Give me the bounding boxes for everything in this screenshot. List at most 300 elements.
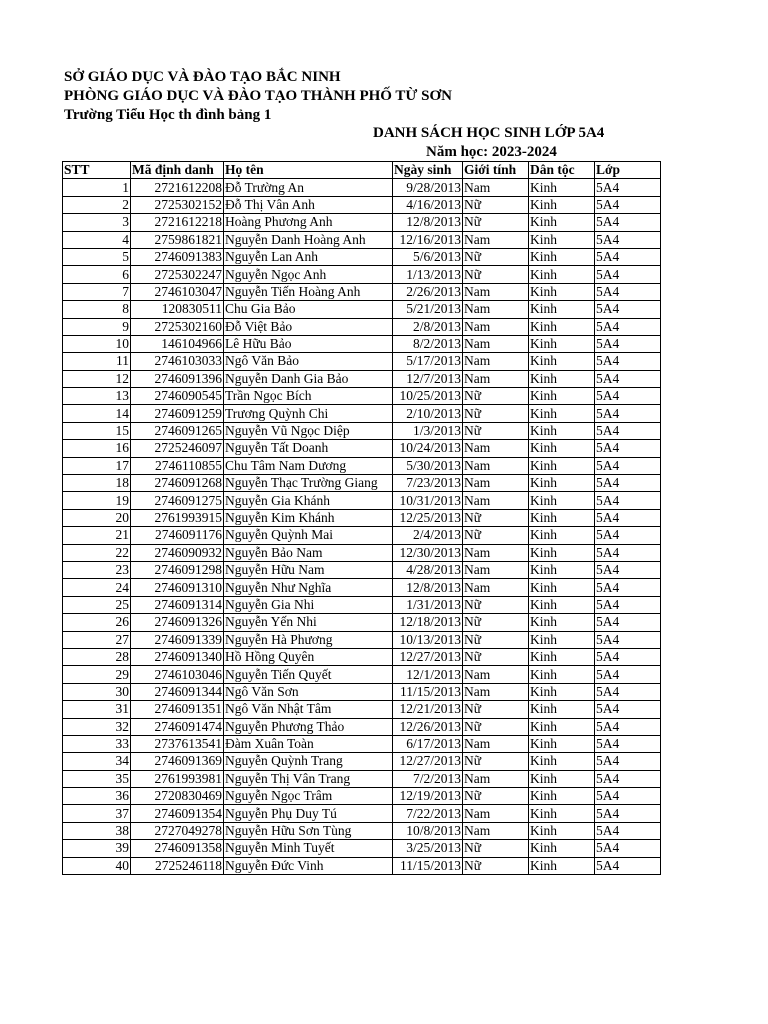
table-row	[63, 405, 661, 422]
cell-name: Nguyễn Tiến Hoàng Anh	[224, 283, 393, 300]
table-row	[63, 353, 661, 370]
cell-gender: Nữ	[463, 388, 529, 405]
table-row	[63, 527, 661, 544]
table-row	[63, 318, 661, 335]
cell-id: 2746091344	[131, 683, 224, 700]
cell-birthdate: 10/24/2013	[393, 440, 463, 457]
cell-birthdate: 3/25/2013	[393, 840, 463, 857]
cell-stt: 22	[63, 544, 131, 561]
cell-class: 5A4	[595, 753, 661, 770]
cell-gender: Nữ	[463, 701, 529, 718]
cell-id: 2725302160	[131, 318, 224, 335]
cell-name: Nguyễn Ngọc Trâm	[224, 788, 393, 805]
cell-birthdate: 10/8/2013	[393, 822, 463, 839]
cell-id: 2746110855	[131, 457, 224, 474]
cell-ethnicity: Kinh	[529, 457, 595, 474]
cell-stt: 12	[63, 370, 131, 387]
cell-stt: 13	[63, 388, 131, 405]
cell-birthdate: 7/2/2013	[393, 770, 463, 787]
cell-gender: Nữ	[463, 196, 529, 213]
cell-birthdate: 12/25/2013	[393, 509, 463, 526]
table-row	[63, 614, 661, 631]
cell-name: Nguyễn Hữu Nam	[224, 561, 393, 578]
cell-ethnicity: Kinh	[529, 631, 595, 648]
cell-ethnicity: Kinh	[529, 753, 595, 770]
table-row	[63, 544, 661, 561]
cell-ethnicity: Kinh	[529, 770, 595, 787]
cell-ethnicity: Kinh	[529, 701, 595, 718]
cell-class: 5A4	[595, 335, 661, 352]
cell-id: 2746091310	[131, 579, 224, 596]
cell-birthdate: 5/17/2013	[393, 353, 463, 370]
table-row	[63, 648, 661, 665]
cell-ethnicity: Kinh	[529, 370, 595, 387]
cell-birthdate: 5/6/2013	[393, 248, 463, 265]
table-row	[63, 248, 661, 265]
cell-gender: Nam	[463, 805, 529, 822]
cell-id: 2746091298	[131, 561, 224, 578]
table-row	[63, 266, 661, 283]
cell-class: 5A4	[595, 770, 661, 787]
cell-id: 2746103046	[131, 666, 224, 683]
table-row	[63, 457, 661, 474]
cell-gender: Nữ	[463, 718, 529, 735]
cell-gender: Nữ	[463, 527, 529, 544]
cell-id: 2746091265	[131, 422, 224, 439]
cell-gender: Nữ	[463, 857, 529, 874]
cell-id: 2759861821	[131, 231, 224, 248]
cell-ethnicity: Kinh	[529, 596, 595, 613]
table-row	[63, 631, 661, 648]
cell-class: 5A4	[595, 475, 661, 492]
cell-name: Nguyễn Gia Nhi	[224, 596, 393, 613]
table-row	[63, 718, 661, 735]
cell-id: 2746091326	[131, 614, 224, 631]
table-row	[63, 179, 661, 196]
cell-birthdate: 2/10/2013	[393, 405, 463, 422]
cell-class: 5A4	[595, 683, 661, 700]
cell-class: 5A4	[595, 422, 661, 439]
cell-class: 5A4	[595, 214, 661, 231]
cell-gender: Nam	[463, 683, 529, 700]
cell-ethnicity: Kinh	[529, 544, 595, 561]
cell-class: 5A4	[595, 405, 661, 422]
table-row	[63, 683, 661, 700]
table-body	[63, 179, 661, 875]
cell-class: 5A4	[595, 370, 661, 387]
cell-id: 2746091369	[131, 753, 224, 770]
table-row	[63, 283, 661, 300]
school-name: Trường Tiểu Học th đình bảng 1	[64, 107, 272, 123]
cell-stt: 8	[63, 301, 131, 318]
cell-name: Nguyễn Tiến Quyết	[224, 666, 393, 683]
table-row	[63, 231, 661, 248]
cell-id: 2725302247	[131, 266, 224, 283]
table-row	[63, 440, 661, 457]
cell-stt: 11	[63, 353, 131, 370]
cell-id: 2746091340	[131, 648, 224, 665]
department-header: SỞ GIÁO DỤC VÀ ĐÀO TẠO BẮC NINH	[64, 69, 341, 85]
cell-id: 2721612208	[131, 179, 224, 196]
cell-gender: Nam	[463, 666, 529, 683]
cell-name: Nguyễn Kim Khánh	[224, 509, 393, 526]
cell-stt: 5	[63, 248, 131, 265]
cell-stt: 10	[63, 335, 131, 352]
cell-ethnicity: Kinh	[529, 735, 595, 752]
cell-name: Đỗ Thị Vân Anh	[224, 196, 393, 213]
table-row	[63, 840, 661, 857]
cell-gender: Nam	[463, 475, 529, 492]
cell-ethnicity: Kinh	[529, 214, 595, 231]
cell-class: 5A4	[595, 840, 661, 857]
cell-stt: 35	[63, 770, 131, 787]
cell-name: Nguyễn Như Nghĩa	[224, 579, 393, 596]
cell-name: Nguyễn Đức Vinh	[224, 857, 393, 874]
cell-id: 2746091351	[131, 701, 224, 718]
cell-birthdate: 12/30/2013	[393, 544, 463, 561]
cell-gender: Nam	[463, 353, 529, 370]
column-header-ethnicity: Dân tộc	[529, 162, 595, 179]
cell-class: 5A4	[595, 579, 661, 596]
cell-id: 2746091383	[131, 248, 224, 265]
column-header-stt: STT	[63, 162, 131, 179]
table-row	[63, 388, 661, 405]
cell-class: 5A4	[595, 283, 661, 300]
cell-class: 5A4	[595, 631, 661, 648]
column-header-birthdate: Ngày sinh	[393, 162, 463, 179]
cell-id: 2746103033	[131, 353, 224, 370]
cell-id: 2720830469	[131, 788, 224, 805]
cell-ethnicity: Kinh	[529, 614, 595, 631]
cell-stt: 17	[63, 457, 131, 474]
cell-stt: 4	[63, 231, 131, 248]
cell-gender: Nữ	[463, 648, 529, 665]
cell-gender: Nam	[463, 561, 529, 578]
table-row	[63, 370, 661, 387]
cell-birthdate: 12/1/2013	[393, 666, 463, 683]
cell-class: 5A4	[595, 301, 661, 318]
cell-stt: 31	[63, 701, 131, 718]
cell-name: Chu Gia Bảo	[224, 301, 393, 318]
cell-name: Trương Quỳnh Chi	[224, 405, 393, 422]
cell-name: Đàm Xuân Toàn	[224, 735, 393, 752]
cell-id: 2721612218	[131, 214, 224, 231]
cell-id: 2746091354	[131, 805, 224, 822]
office-header: PHÒNG GIÁO DỤC VÀ ĐÀO TẠO THÀNH PHỐ TỪ SƠN	[64, 88, 452, 104]
cell-birthdate: 7/23/2013	[393, 475, 463, 492]
cell-class: 5A4	[595, 179, 661, 196]
cell-id: 2725302152	[131, 196, 224, 213]
cell-name: Nguyễn Bảo Nam	[224, 544, 393, 561]
cell-gender: Nữ	[463, 840, 529, 857]
cell-birthdate: 12/16/2013	[393, 231, 463, 248]
cell-ethnicity: Kinh	[529, 840, 595, 857]
table-row	[63, 475, 661, 492]
cell-class: 5A4	[595, 388, 661, 405]
cell-name: Trần Ngọc Bích	[224, 388, 393, 405]
cell-ethnicity: Kinh	[529, 318, 595, 335]
cell-stt: 40	[63, 857, 131, 874]
cell-name: Nguyễn Yến Nhi	[224, 614, 393, 631]
cell-name: Nguyễn Phụ Duy Tú	[224, 805, 393, 822]
cell-ethnicity: Kinh	[529, 179, 595, 196]
cell-name: Nguyễn Danh Gia Bảo	[224, 370, 393, 387]
cell-ethnicity: Kinh	[529, 805, 595, 822]
cell-stt: 18	[63, 475, 131, 492]
cell-stt: 30	[63, 683, 131, 700]
table-header-row	[63, 162, 661, 179]
cell-stt: 29	[63, 666, 131, 683]
school-year: Năm học: 2023-2024	[426, 144, 557, 160]
cell-ethnicity: Kinh	[529, 857, 595, 874]
cell-id: 2746091268	[131, 475, 224, 492]
table-row	[63, 857, 661, 874]
cell-stt: 28	[63, 648, 131, 665]
cell-ethnicity: Kinh	[529, 266, 595, 283]
cell-stt: 1	[63, 179, 131, 196]
cell-ethnicity: Kinh	[529, 388, 595, 405]
table-row	[63, 788, 661, 805]
cell-ethnicity: Kinh	[529, 788, 595, 805]
cell-stt: 38	[63, 822, 131, 839]
cell-ethnicity: Kinh	[529, 475, 595, 492]
cell-ethnicity: Kinh	[529, 283, 595, 300]
cell-birthdate: 10/13/2013	[393, 631, 463, 648]
cell-stt: 25	[63, 596, 131, 613]
cell-id: 146104966	[131, 335, 224, 352]
cell-birthdate: 2/4/2013	[393, 527, 463, 544]
cell-id: 2746091259	[131, 405, 224, 422]
cell-name: Đỗ Trường An	[224, 179, 393, 196]
cell-ethnicity: Kinh	[529, 492, 595, 509]
cell-stt: 14	[63, 405, 131, 422]
cell-class: 5A4	[595, 266, 661, 283]
cell-gender: Nam	[463, 544, 529, 561]
cell-class: 5A4	[595, 248, 661, 265]
cell-name: Nguyễn Tất Doanh	[224, 440, 393, 457]
cell-name: Nguyễn Vũ Ngọc Diệp	[224, 422, 393, 439]
cell-birthdate: 1/3/2013	[393, 422, 463, 439]
cell-gender: Nữ	[463, 596, 529, 613]
cell-id: 2746091339	[131, 631, 224, 648]
table-row	[63, 335, 661, 352]
cell-stt: 32	[63, 718, 131, 735]
cell-birthdate: 5/30/2013	[393, 457, 463, 474]
cell-gender: Nam	[463, 179, 529, 196]
cell-gender: Nữ	[463, 509, 529, 526]
cell-ethnicity: Kinh	[529, 405, 595, 422]
cell-id: 2746091474	[131, 718, 224, 735]
cell-name: Nguyễn Quỳnh Mai	[224, 527, 393, 544]
cell-class: 5A4	[595, 718, 661, 735]
cell-class: 5A4	[595, 318, 661, 335]
cell-birthdate: 10/25/2013	[393, 388, 463, 405]
table-row	[63, 422, 661, 439]
cell-name: Đỗ Việt Bảo	[224, 318, 393, 335]
table-row	[63, 822, 661, 839]
cell-ethnicity: Kinh	[529, 683, 595, 700]
cell-class: 5A4	[595, 492, 661, 509]
cell-stt: 23	[63, 561, 131, 578]
cell-class: 5A4	[595, 561, 661, 578]
cell-birthdate: 10/31/2013	[393, 492, 463, 509]
cell-stt: 16	[63, 440, 131, 457]
cell-class: 5A4	[595, 440, 661, 457]
cell-id: 2746103047	[131, 283, 224, 300]
cell-stt: 15	[63, 422, 131, 439]
cell-gender: Nữ	[463, 405, 529, 422]
table-row	[63, 492, 661, 509]
cell-name: Nguyễn Quỳnh Trang	[224, 753, 393, 770]
cell-class: 5A4	[595, 788, 661, 805]
student-table	[62, 161, 661, 875]
cell-stt: 37	[63, 805, 131, 822]
cell-birthdate: 9/28/2013	[393, 179, 463, 196]
cell-birthdate: 7/22/2013	[393, 805, 463, 822]
cell-birthdate: 11/15/2013	[393, 857, 463, 874]
cell-birthdate: 12/8/2013	[393, 579, 463, 596]
cell-birthdate: 1/13/2013	[393, 266, 463, 283]
cell-stt: 7	[63, 283, 131, 300]
cell-id: 2746091176	[131, 527, 224, 544]
table-row	[63, 701, 661, 718]
cell-stt: 6	[63, 266, 131, 283]
cell-class: 5A4	[595, 857, 661, 874]
cell-gender: Nữ	[463, 248, 529, 265]
cell-ethnicity: Kinh	[529, 440, 595, 457]
cell-gender: Nam	[463, 318, 529, 335]
cell-birthdate: 12/27/2013	[393, 648, 463, 665]
cell-birthdate: 4/28/2013	[393, 561, 463, 578]
cell-birthdate: 12/26/2013	[393, 718, 463, 735]
cell-gender: Nam	[463, 735, 529, 752]
cell-class: 5A4	[595, 666, 661, 683]
cell-ethnicity: Kinh	[529, 648, 595, 665]
cell-birthdate: 4/16/2013	[393, 196, 463, 213]
cell-birthdate: 12/18/2013	[393, 614, 463, 631]
cell-class: 5A4	[595, 457, 661, 474]
cell-birthdate: 12/7/2013	[393, 370, 463, 387]
table-row	[63, 770, 661, 787]
cell-class: 5A4	[595, 735, 661, 752]
cell-gender: Nam	[463, 231, 529, 248]
cell-stt: 26	[63, 614, 131, 631]
cell-ethnicity: Kinh	[529, 335, 595, 352]
column-header-name: Họ tên	[224, 162, 393, 179]
cell-gender: Nam	[463, 770, 529, 787]
table-row	[63, 196, 661, 213]
table-row	[63, 666, 661, 683]
cell-stt: 9	[63, 318, 131, 335]
cell-gender: Nữ	[463, 214, 529, 231]
cell-birthdate: 12/8/2013	[393, 214, 463, 231]
cell-gender: Nam	[463, 579, 529, 596]
table-row	[63, 561, 661, 578]
column-header-class: Lớp	[595, 162, 661, 179]
cell-gender: Nam	[463, 335, 529, 352]
cell-gender: Nam	[463, 370, 529, 387]
cell-gender: Nam	[463, 301, 529, 318]
cell-gender: Nữ	[463, 614, 529, 631]
cell-birthdate: 12/21/2013	[393, 701, 463, 718]
cell-gender: Nam	[463, 457, 529, 474]
cell-stt: 3	[63, 214, 131, 231]
cell-id: 2746091358	[131, 840, 224, 857]
cell-class: 5A4	[595, 648, 661, 665]
table-row	[63, 509, 661, 526]
cell-id: 2746091275	[131, 492, 224, 509]
cell-birthdate: 12/19/2013	[393, 788, 463, 805]
cell-name: Hoàng Phương Anh	[224, 214, 393, 231]
document-title: DANH SÁCH HỌC SINH LỚP 5A4	[373, 125, 605, 141]
cell-gender: Nam	[463, 283, 529, 300]
cell-birthdate: 2/8/2013	[393, 318, 463, 335]
cell-ethnicity: Kinh	[529, 248, 595, 265]
cell-id: 2746091314	[131, 596, 224, 613]
table-row	[63, 214, 661, 231]
cell-gender: Nữ	[463, 422, 529, 439]
cell-gender: Nữ	[463, 753, 529, 770]
table-row	[63, 805, 661, 822]
cell-ethnicity: Kinh	[529, 822, 595, 839]
cell-name: Ngô Văn Nhật Tâm	[224, 701, 393, 718]
cell-ethnicity: Kinh	[529, 196, 595, 213]
cell-gender: Nam	[463, 822, 529, 839]
cell-name: Nguyễn Thị Vân Trang	[224, 770, 393, 787]
cell-ethnicity: Kinh	[529, 718, 595, 735]
cell-id: 2761993981	[131, 770, 224, 787]
cell-class: 5A4	[595, 231, 661, 248]
table-row	[63, 735, 661, 752]
cell-ethnicity: Kinh	[529, 666, 595, 683]
cell-name: Nguyễn Lan Anh	[224, 248, 393, 265]
cell-name: Chu Tâm Nam Dương	[224, 457, 393, 474]
cell-birthdate: 6/17/2013	[393, 735, 463, 752]
cell-ethnicity: Kinh	[529, 579, 595, 596]
cell-id: 2725246118	[131, 857, 224, 874]
cell-name: Nguyễn Ngọc Anh	[224, 266, 393, 283]
cell-name: Nguyễn Minh Tuyết	[224, 840, 393, 857]
cell-ethnicity: Kinh	[529, 509, 595, 526]
cell-stt: 39	[63, 840, 131, 857]
cell-name: Ngô Văn Bảo	[224, 353, 393, 370]
cell-id: 120830511	[131, 301, 224, 318]
cell-id: 2725246097	[131, 440, 224, 457]
cell-stt: 20	[63, 509, 131, 526]
cell-birthdate: 5/21/2013	[393, 301, 463, 318]
cell-gender: Nữ	[463, 788, 529, 805]
cell-birthdate: 11/15/2013	[393, 683, 463, 700]
cell-stt: 19	[63, 492, 131, 509]
cell-name: Ngô Văn Sơn	[224, 683, 393, 700]
cell-birthdate: 1/31/2013	[393, 596, 463, 613]
cell-class: 5A4	[595, 196, 661, 213]
cell-class: 5A4	[595, 805, 661, 822]
cell-name: Nguyễn Hữu Sơn Tùng	[224, 822, 393, 839]
cell-stt: 21	[63, 527, 131, 544]
cell-birthdate: 12/27/2013	[393, 753, 463, 770]
cell-name: Nguyễn Gia Khánh	[224, 492, 393, 509]
cell-class: 5A4	[595, 527, 661, 544]
table-row	[63, 301, 661, 318]
cell-gender: Nữ	[463, 266, 529, 283]
cell-ethnicity: Kinh	[529, 422, 595, 439]
cell-gender: Nam	[463, 440, 529, 457]
cell-ethnicity: Kinh	[529, 527, 595, 544]
cell-name: Nguyễn Hà Phương	[224, 631, 393, 648]
cell-id: 2746090932	[131, 544, 224, 561]
column-header-id: Mã định danh	[131, 162, 224, 179]
